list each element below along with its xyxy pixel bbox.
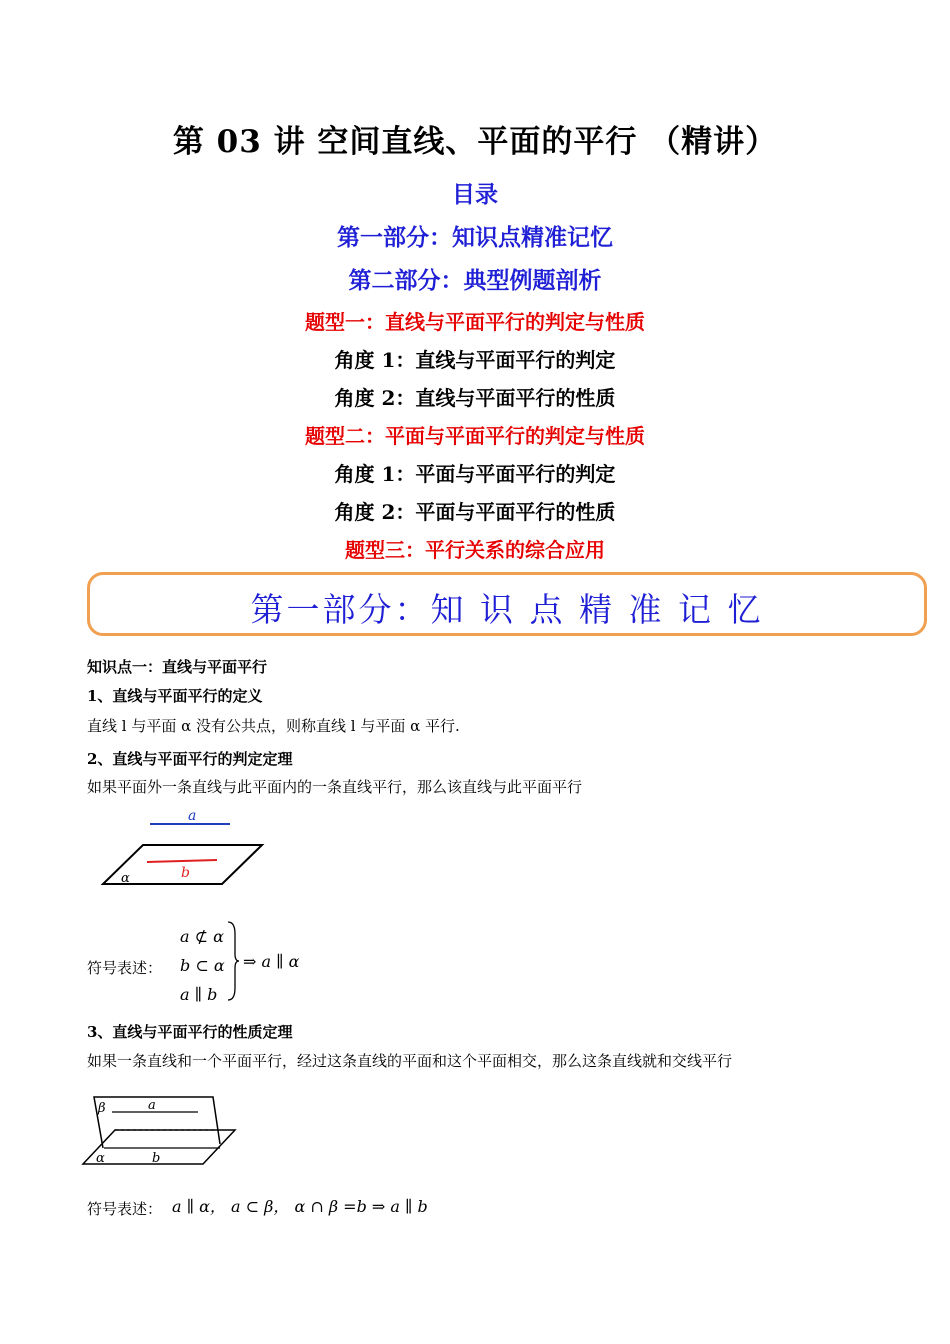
line-b bbox=[147, 860, 217, 862]
plane-beta-outline bbox=[94, 1097, 220, 1148]
label-alpha: α bbox=[96, 1151, 105, 1166]
definition-text: 直线 l 与平面 α 没有公共点，则称直线 l 与平面 α 平行. bbox=[87, 717, 460, 735]
condition-3: a ∥ b bbox=[180, 985, 218, 1004]
property-symbol: a ∥ α， a ⊂ β， α ∩ β =b ⇒ a ∥ b bbox=[172, 1197, 428, 1216]
brace-icon bbox=[226, 920, 240, 1002]
figure-line-parallel-plane bbox=[95, 805, 270, 895]
condition-2: b ⊂ α bbox=[180, 956, 225, 975]
toc-type2: 题型二：平面与平面平行的判定与性质 bbox=[305, 424, 645, 448]
label-beta: β bbox=[98, 1101, 106, 1116]
section-box-title: 第一部分：知 识 点 精 准 记 忆 bbox=[250, 590, 764, 629]
label-alpha: α bbox=[121, 871, 130, 886]
toc-type2-angle2: 角度 2：平面与平面平行的性质 bbox=[334, 500, 616, 524]
heading-definition: 1、直线与平面平行的定义 bbox=[87, 687, 263, 705]
figure-property-theorem bbox=[80, 1090, 245, 1170]
heading-judgement: 2、直线与平面平行的判定定理 bbox=[87, 750, 293, 768]
toc-type3: 题型三：平行关系的综合应用 bbox=[345, 538, 605, 562]
label-a: a bbox=[188, 808, 197, 824]
toc-type1-angle2: 角度 2：直线与平面平行的性质 bbox=[334, 386, 616, 410]
property-text: 如果一条直线和一个平面平行，经过这条直线的平面和这个平面相交，那么这条直线就和交线平行 bbox=[87, 1052, 733, 1070]
judgement-text: 如果平面外一条直线与此平面内的一条直线平行，那么该直线与此平面平行 bbox=[87, 778, 583, 796]
heading-property: 3、直线与平面平行的性质定理 bbox=[87, 1023, 293, 1041]
label-a: a bbox=[148, 1098, 156, 1113]
toc-type1: 题型一：直线与平面平行的判定与性质 bbox=[305, 310, 645, 334]
symbol-label-judgement: 符号表述： bbox=[87, 959, 163, 977]
label-b: b bbox=[181, 865, 190, 881]
symbol-label-property: 符号表述： bbox=[87, 1200, 163, 1218]
toc-part1: 第一部分：知识点精准记忆 bbox=[337, 224, 613, 251]
page-title: 第 03 讲 空间直线、平面的平行 （精讲） bbox=[172, 124, 778, 160]
judgement-result: ⇒ a ∥ α bbox=[243, 952, 300, 971]
toc-heading: 目录 bbox=[452, 181, 498, 208]
toc-type2-angle1: 角度 1：平面与平面平行的判定 bbox=[334, 462, 616, 486]
toc-part2: 第二部分：典型例题剖析 bbox=[348, 267, 602, 294]
condition-1: a ⊄ α bbox=[180, 927, 224, 946]
toc-type1-angle1: 角度 1：直线与平面平行的判定 bbox=[334, 348, 616, 372]
label-b: b bbox=[152, 1151, 161, 1166]
judgement-conditions bbox=[180, 922, 225, 1009]
knowledge-point-1: 知识点一：直线与平面平行 bbox=[87, 658, 268, 676]
